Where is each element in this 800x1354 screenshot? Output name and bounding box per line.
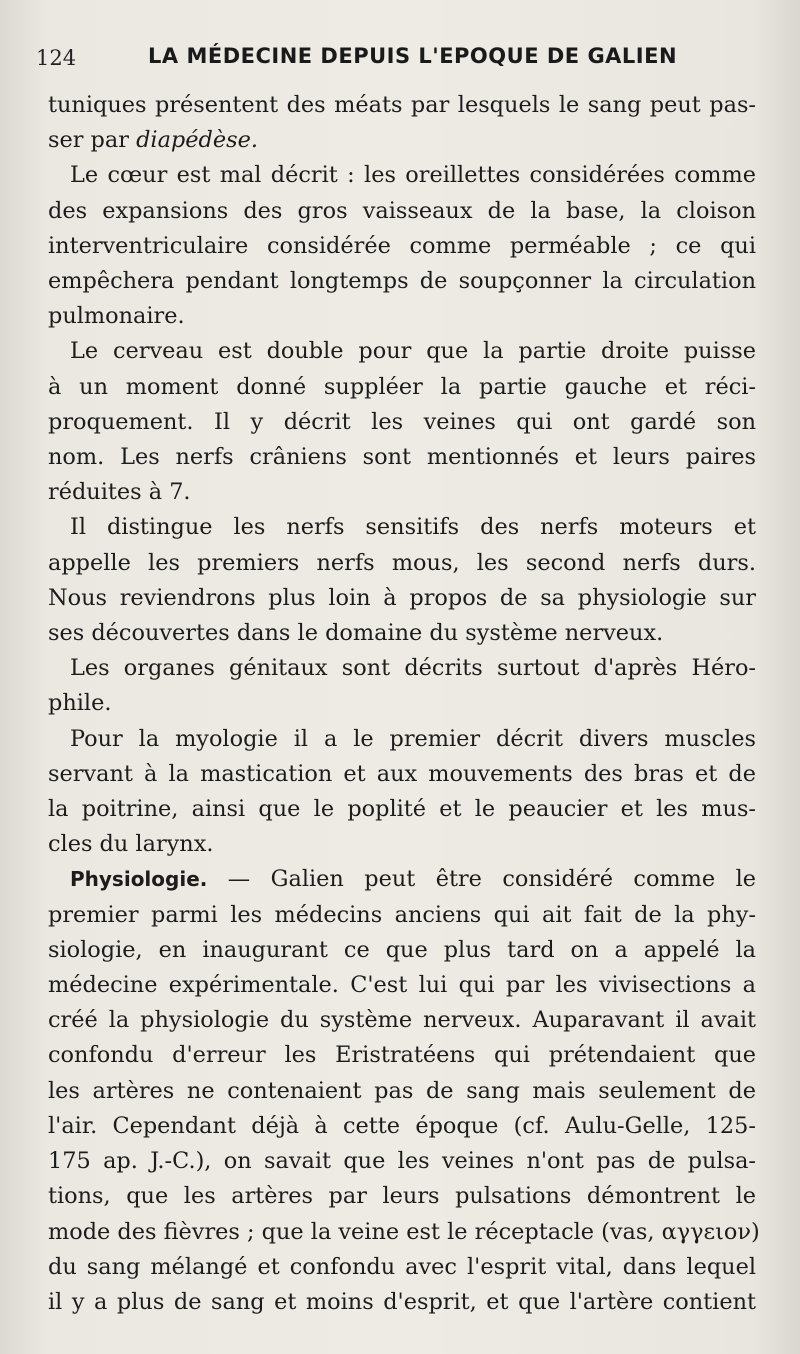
section-keyword: Physiologie. bbox=[70, 867, 208, 892]
text-line: l'air. Cependant déjà à cette époque (cf. Aulu-Gelle, 125- bbox=[48, 1112, 756, 1139]
text-line: les artères ne contenaient pas de sang mais seulement de bbox=[48, 1077, 756, 1104]
text-line: empêchera pendant longtemps de soupçonner la circulation bbox=[48, 268, 756, 295]
paragraph-start: Pour la myologie il a le premier décrit divers muscles bbox=[70, 725, 756, 752]
text-line: des expansions des gros vaisseaux de la base, la cloison bbox=[48, 197, 756, 224]
text-line: servant à la mastication et aux mouvements des bras et de bbox=[48, 760, 756, 787]
running-head: LA MÉDECINE DEPUIS L'EPOQUE DE GALIEN bbox=[148, 44, 678, 68]
italic-term: diapédèse. bbox=[136, 127, 258, 154]
page-number: 124 bbox=[36, 46, 77, 70]
text-line: pulmonaire. bbox=[48, 303, 185, 330]
text-line: proquement. Il y décrit les veines qui ont gardé son bbox=[48, 408, 756, 435]
text-line: médecine expérimentale. C'est lui qui par les vivisections a bbox=[48, 972, 756, 999]
text-line: tions, que les artères par leurs pulsations démontrent le bbox=[48, 1183, 756, 1210]
paragraph-start: Le cœur est mal décrit : les oreillettes considérées comme bbox=[70, 162, 756, 189]
text-line: la poitrine, ainsi que le poplité et le peaucier et les mus- bbox=[48, 796, 756, 823]
paragraph-start: Il distingue les nerfs sensitifs des nerfs moteurs et bbox=[70, 514, 756, 541]
page-header bbox=[36, 40, 760, 80]
text-line: phile. bbox=[48, 690, 112, 717]
text-line: 175 ap. J.-C.), on savait que les veines n'ont pas de pulsa- bbox=[48, 1148, 756, 1175]
text-line: il y a plus de sang et moins d'esprit, et que l'artère contient bbox=[48, 1288, 756, 1315]
text-line: appelle les premiers nerfs mous, les second nerfs durs. bbox=[48, 549, 756, 576]
text-line: ses découvertes dans le domaine du système nerveux. bbox=[48, 620, 664, 647]
paragraph-start: Le cerveau est double pour que la partie droite puisse bbox=[70, 338, 756, 365]
text-line: à un moment donné suppléer la partie gauche et réci- bbox=[48, 373, 756, 400]
text-line: siologie, en inaugurant ce que plus tard on a appelé la bbox=[48, 936, 756, 963]
text-line: tuniques présentent des méats par lesquels le sang peut pas- bbox=[48, 92, 756, 118]
text-line: nom. Les nerfs crâniens sont mentionnés et leurs paires bbox=[48, 444, 756, 471]
text-line: mode des fièvres ; que la veine est le réceptacle (vas, αγγειον) bbox=[48, 1218, 760, 1245]
body-text bbox=[48, 88, 760, 1320]
paragraph-start: Les organes génitaux sont décrits surtout d'après Héro- bbox=[70, 655, 756, 682]
text-line: créé la physiologie du système nerveux. Auparavant il avait bbox=[48, 1007, 756, 1034]
text-line: du sang mélangé et confondu avec l'esprit vital, dans lequel bbox=[48, 1253, 756, 1280]
text-line: confondu d'erreur les Eristratéens qui prétendaient que bbox=[48, 1042, 756, 1069]
text-line: réduites à 7. bbox=[48, 479, 191, 506]
text-line: ser par diapédèse. bbox=[48, 127, 258, 154]
text-line: interventriculaire considérée comme perméable ; ce qui bbox=[48, 232, 756, 259]
text-line: Nous reviendrons plus loin à propos de sa physiologie sur bbox=[48, 584, 756, 611]
text-line: premier parmi les médecins anciens qui ait fait de la phy- bbox=[48, 901, 756, 928]
text-line: cles du larynx. bbox=[48, 831, 214, 858]
paragraph-start: Physiologie. — Galien peut être considéré comme le bbox=[70, 866, 756, 893]
